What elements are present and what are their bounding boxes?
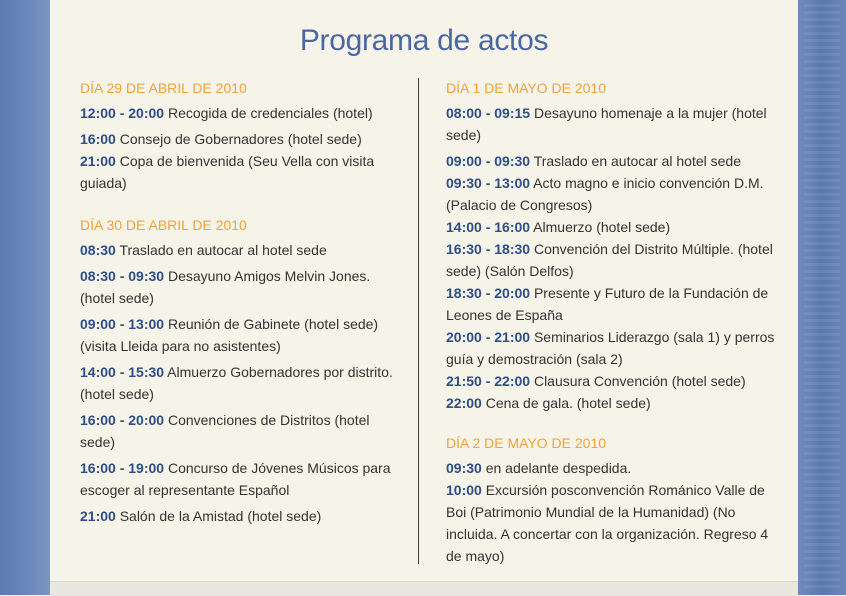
event-time: 08:00 - 09:15 <box>446 105 531 121</box>
schedule-item <box>80 505 400 527</box>
spacer <box>80 198 400 216</box>
bottom-strip <box>50 581 798 596</box>
event-description: Copa de bienvenida (Seu Vella con visita guiada) <box>80 153 375 191</box>
schedule-item <box>80 457 400 501</box>
right-blue-band <box>798 0 846 595</box>
event-time: 21:00 <box>80 508 116 524</box>
event-description: Acto magno e inicio convención D.M. (Palacio de Congresos) <box>446 175 764 213</box>
schedule-item <box>80 128 400 150</box>
day-block <box>80 79 400 194</box>
column-divider <box>418 78 419 564</box>
event-time: 22:00 <box>446 395 482 411</box>
event-time: 10:00 <box>446 482 482 498</box>
event-description: Desayuno homenaje a la mujer (hotel sede) <box>446 105 767 143</box>
schedule-item <box>446 150 781 172</box>
left-blue-band <box>0 0 50 595</box>
day-heading: DÍA 29 DE ABRIL DE 2010 <box>80 80 247 96</box>
day-heading: DÍA 1 DE MAYO DE 2010 <box>446 80 607 96</box>
day-block <box>80 216 400 527</box>
event-time: 09:00 - 13:00 <box>80 316 165 332</box>
event-time: 09:00 - 09:30 <box>446 153 531 169</box>
page-title: Programa de actos <box>299 24 549 57</box>
event-time: 14:00 - 15:30 <box>80 364 165 380</box>
schedule-item <box>80 313 400 357</box>
schedule-item <box>80 239 400 261</box>
schedule-item <box>80 102 400 124</box>
event-description: Traslado en autocar al hotel sede <box>530 153 741 169</box>
event-description: Clausura Convención (hotel sede) <box>530 373 746 389</box>
event-description: Presente y Futuro de la Fundación de Leones de España <box>446 285 769 323</box>
event-time: 18:30 - 20:00 <box>446 285 531 301</box>
event-description: Excursión posconvención Románico Valle de Boi (Patrimonio Mundial de la Humanidad) (No incluida. A concertar con la organización. Regreso 4 de mayo) <box>446 482 769 564</box>
spacer <box>446 414 781 434</box>
event-time: 14:00 - 16:00 <box>446 219 531 235</box>
schedule-item <box>446 238 781 282</box>
event-description: Recogida de credenciales (hotel) <box>164 105 373 121</box>
schedule-item <box>446 392 781 414</box>
event-description: Convención del Distrito Múltiple. (hotel sede) (Salón Delfos) <box>446 241 773 279</box>
event-time: 12:00 - 20:00 <box>80 105 165 121</box>
right-column <box>446 79 781 567</box>
event-description: Consejo de Gobernadores (hotel sede) <box>115 131 362 147</box>
schedule-item <box>446 370 781 392</box>
day-block <box>446 434 781 567</box>
event-time: 09:30 <box>446 460 482 476</box>
left-column <box>80 79 400 531</box>
schedule-item <box>80 150 400 194</box>
schedule-item <box>446 326 781 370</box>
schedule-item <box>446 479 781 567</box>
event-description: Traslado en autocar al hotel sede <box>115 242 327 258</box>
day-heading: DÍA 30 DE ABRIL DE 2010 <box>80 217 247 233</box>
event-time: 08:30 <box>80 242 116 258</box>
event-time: 16:00 <box>80 131 116 147</box>
event-description: Reunión de Gabinete (hotel sede) (visita Lleida para no asistentes) <box>80 316 379 354</box>
schedule-item <box>446 216 781 238</box>
event-description: Desayuno Amigos Melvin Jones. (hotel sede) <box>80 268 371 306</box>
event-time: 20:00 - 21:00 <box>446 329 531 345</box>
schedule-item <box>446 172 781 216</box>
day-block <box>446 79 781 414</box>
event-time: 16:00 - 19:00 <box>80 460 165 476</box>
event-description: Salón de la Amistad (hotel sede) <box>115 508 322 524</box>
schedule-item <box>80 265 400 309</box>
day-heading: DÍA 2 DE MAYO DE 2010 <box>446 435 607 451</box>
event-description: Almuerzo Gobernadores por distrito. (hotel sede) <box>80 364 393 402</box>
event-description: en adelante despedida. <box>481 460 632 476</box>
event-time: 16:30 - 18:30 <box>446 241 531 257</box>
event-time: 08:30 - 09:30 <box>80 268 165 284</box>
schedule-item <box>80 361 400 405</box>
schedule-item <box>446 282 781 326</box>
event-time: 09:30 - 13:00 <box>446 175 531 191</box>
event-description: Almuerzo (hotel sede) <box>530 219 671 235</box>
event-description: Convenciones de Distritos (hotel sede) <box>80 412 370 450</box>
event-description: Cena de gala. (hotel sede) <box>481 395 651 411</box>
schedule-item <box>446 102 781 146</box>
event-time: 21:00 <box>80 153 116 169</box>
schedule-item <box>80 409 400 453</box>
event-time: 16:00 - 20:00 <box>80 412 165 428</box>
event-description: Seminarios Liderazgo (sala 1) y perros guía y demostración (sala 2) <box>446 329 775 367</box>
event-description: Concurso de Jóvenes Músicos para escoger al representante Español <box>80 460 391 498</box>
schedule-item <box>446 457 781 479</box>
event-time: 21:50 - 22:00 <box>446 373 531 389</box>
